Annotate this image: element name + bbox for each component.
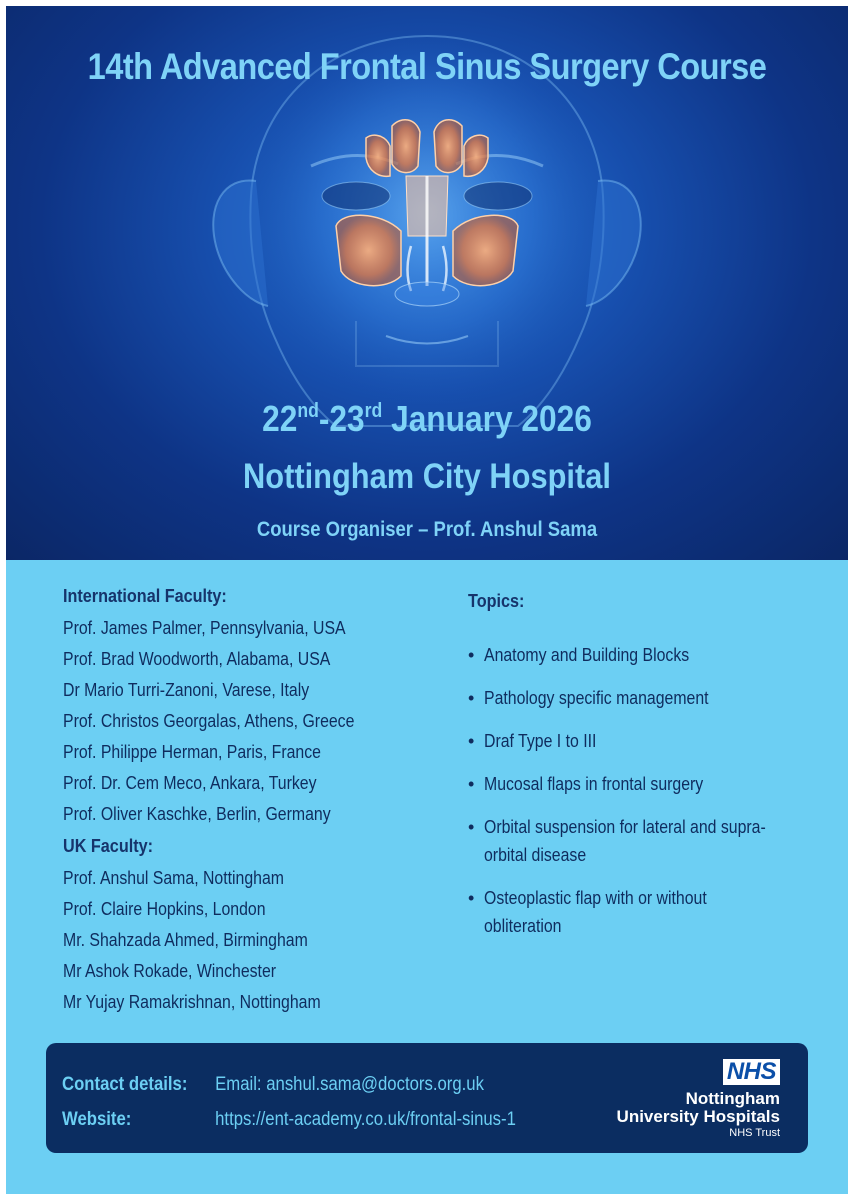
bullet-icon: • xyxy=(468,774,475,794)
topic-item: • Mucosal flaps in frontal surgery xyxy=(468,770,798,798)
faculty-member: Mr. Shahzada Ahmed, Birmingham xyxy=(63,930,308,950)
bullet-icon: • xyxy=(468,731,475,751)
contact-row xyxy=(62,1074,484,1096)
faculty-member: Dr Mario Turri-Zanoni, Varese, Italy xyxy=(63,680,310,700)
course-organiser: Course Organiser – Prof. Anshul Sama xyxy=(256,518,598,541)
faculty-member: Mr Ashok Rokade, Winchester xyxy=(63,961,277,981)
hero-banner xyxy=(6,6,848,560)
org-name-line2: University Hospitals xyxy=(616,1107,780,1126)
topic-item: • Orbital suspension for lateral and supra-orbital disease xyxy=(468,813,798,869)
website-row xyxy=(62,1109,516,1131)
contact-label: Contact details: xyxy=(62,1074,188,1095)
uk-faculty-heading: UK Faculty: xyxy=(63,836,154,856)
course-venue: Nottingham City Hospital xyxy=(243,457,611,496)
course-dates: 22nd-23rd January 2026 xyxy=(262,398,592,439)
international-faculty-list xyxy=(63,616,443,833)
faculty-member: Prof. Claire Hopkins, London xyxy=(63,899,266,919)
course-title: 14th Advanced Frontal Sinus Surgery Course xyxy=(87,46,767,87)
international-faculty-heading: International Faculty: xyxy=(63,586,227,606)
org-name-line3: NHS Trust xyxy=(729,1127,780,1139)
faculty-column xyxy=(63,586,443,1021)
faculty-member: Prof. Brad Woodworth, Alabama, USA xyxy=(63,649,331,669)
bullet-icon: • xyxy=(468,688,475,708)
contact-footer xyxy=(46,1043,808,1153)
faculty-member: Prof. Philippe Herman, Paris, France xyxy=(63,742,321,762)
faculty-member: Mr Yujay Ramakrishnan, Nottingham xyxy=(63,992,321,1012)
uk-faculty-list xyxy=(63,866,443,1021)
faculty-member: Prof. Anshul Sama, Nottingham xyxy=(63,868,285,888)
faculty-member: Prof. James Palmer, Pennsylvania, USA xyxy=(63,618,346,638)
faculty-member: Prof. Oliver Kaschke, Berlin, Germany xyxy=(63,804,331,824)
contact-email[interactable]: Email: anshul.sama@doctors.org.uk xyxy=(215,1074,484,1095)
topics-column xyxy=(468,591,798,955)
website-label: Website: xyxy=(62,1109,132,1130)
topic-item: • Pathology specific management xyxy=(468,684,798,712)
website-link[interactable]: https://ent-academy.co.uk/frontal-sinus-1 xyxy=(215,1109,516,1130)
topics-heading: Topics: xyxy=(468,591,525,611)
course-poster xyxy=(6,6,848,1194)
topic-item: • Anatomy and Building Blocks xyxy=(468,641,798,669)
bullet-icon: • xyxy=(468,817,475,837)
topic-item: • Draf Type I to III xyxy=(468,727,798,755)
nhs-logo: NHS xyxy=(723,1059,780,1085)
topic-item: • Osteoplastic flap with or without obliteration xyxy=(468,884,798,940)
faculty-member: Prof. Christos Georgalas, Athens, Greece xyxy=(63,711,355,731)
bullet-icon: • xyxy=(468,645,475,665)
org-name-line1: Nottingham xyxy=(685,1089,780,1108)
faculty-member: Prof. Dr. Cem Meco, Ankara, Turkey xyxy=(63,773,317,793)
bullet-icon: • xyxy=(468,888,475,908)
